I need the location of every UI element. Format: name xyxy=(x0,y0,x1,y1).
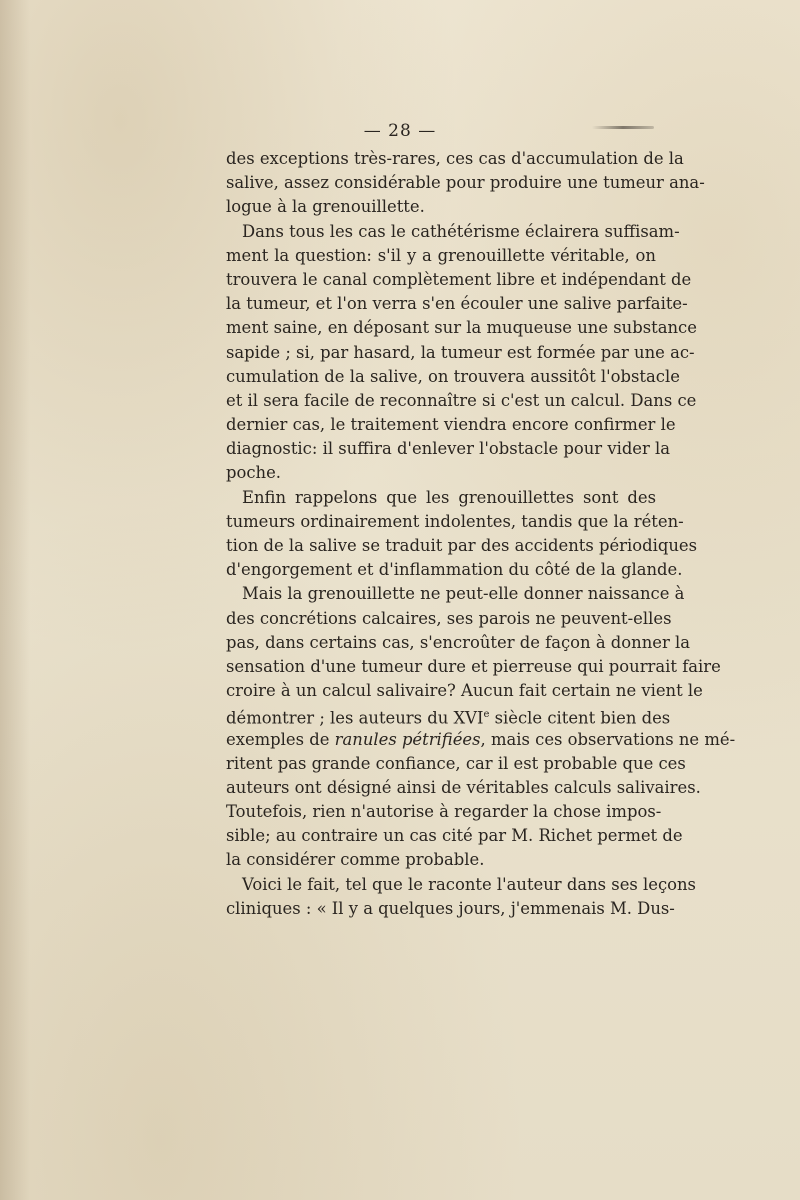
text-line: la tumeur, et l'on verra s'en écouler une salive parfaite- xyxy=(226,294,688,314)
text-line: démontrer ; les auteurs du XVIe siècle citent bien des xyxy=(226,708,671,728)
text-line: Mais la grenouillette ne peut-elle donner naissance à xyxy=(242,584,685,604)
text-line: sapide ; si, par hasard, la tumeur est formée par une ac- xyxy=(226,342,695,362)
text-line: cliniques : « Il y a quelques jours, j'emmenais M. Dus- xyxy=(226,898,675,918)
text-line: exemples de ranules pétrifiées, mais ces observations ne mé- xyxy=(226,729,736,749)
text-line: la considérer comme probable. xyxy=(226,850,485,870)
text-line: ritent pas grande confiance, car il est probable que ces xyxy=(226,753,686,773)
page-number: — 28 — xyxy=(363,121,437,141)
text-line: Toutefois, rien n'autorise à regarder la chose impos- xyxy=(226,802,662,822)
text-line: salive, assez considérable pour produire une tumeur ana- xyxy=(226,173,705,193)
text-line: sensation d'une tumeur dure et pierreuse qui pourrait faire xyxy=(226,656,721,676)
text-line: cumulation de la salive, on trouvera aussitôt l'obstacle xyxy=(226,366,680,386)
text-line: dernier cas, le traitement viendra encore confirmer le xyxy=(226,415,676,435)
text-line: logue à la grenouillette. xyxy=(226,197,425,217)
text-line: Dans tous les cas le cathétérisme éclairera suffisam- xyxy=(242,221,680,241)
text-line: diagnostic: il suffira d'enlever l'obstacle pour vider la xyxy=(226,439,671,459)
text-line: des concrétions calcaires, ses parois ne peuvent-elles xyxy=(226,608,672,628)
text-line: auteurs ont désigné ainsi de véritables calculs salivaires. xyxy=(226,777,701,797)
text-line: pas, dans certains cas, s'encroûter de façon à donner la xyxy=(226,632,691,652)
text-line: Voici le fait, tel que le raconte l'auteur dans ses leçons xyxy=(242,874,696,894)
text-line: ment la question: s'il y a grenouillette véritable, on xyxy=(226,245,656,265)
text-line: sible; au contraire un cas cité par M. Richet permet de xyxy=(226,826,683,846)
text-line: trouvera le canal complètement libre et indépendant de xyxy=(226,269,692,289)
ink-smudge xyxy=(592,126,654,129)
text-line: et il sera facile de reconnaître si c'est un calcul. Dans ce xyxy=(226,390,697,410)
body-text xyxy=(226,147,736,921)
text-line: des exceptions très-rares, ces cas d'accumulation de la xyxy=(226,149,684,168)
binding-shadow xyxy=(0,0,30,1200)
text-line: croire à un calcul salivaire? Aucun fait certain ne vient le xyxy=(226,681,703,701)
text-line: Enfin rappelons que les grenouillettes sont des xyxy=(242,487,656,507)
text-line: tion de la salive se traduit par des accidents périodiques xyxy=(226,536,698,555)
text-line: d'engorgement et d'inflammation du côté de la glande. xyxy=(226,560,683,580)
text-line: ment saine, en déposant sur la muqueuse une substance xyxy=(226,318,697,338)
text-line: poche. xyxy=(226,463,282,483)
text-line: tumeurs ordinairement indolentes, tandis que la réten- xyxy=(226,511,684,531)
